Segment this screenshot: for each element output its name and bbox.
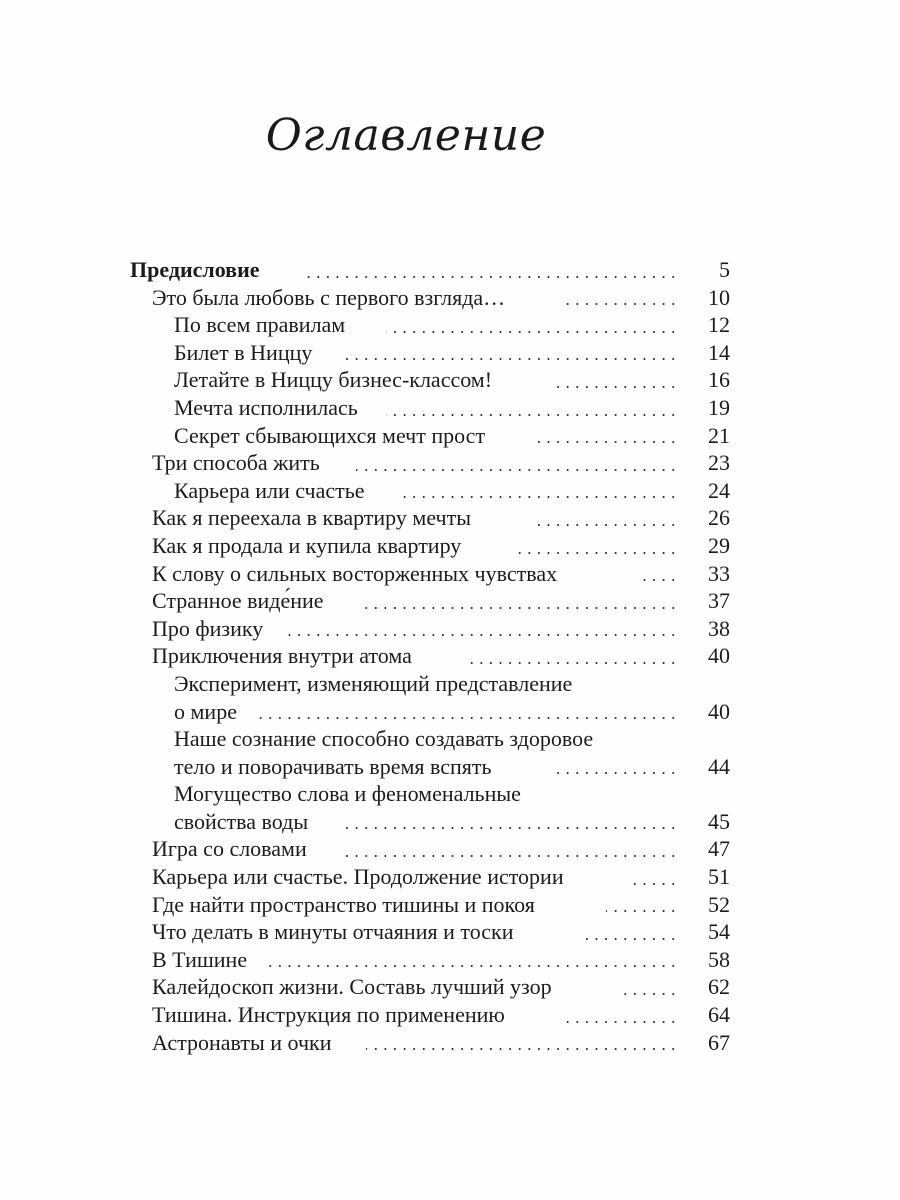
toc-entry <box>130 1029 730 1057</box>
toc-entry-page: 5 <box>719 257 730 282</box>
toc-entry <box>130 780 730 835</box>
toc-entry-page: 47 <box>708 836 730 862</box>
leader-dots <box>554 386 678 388</box>
toc-entry-title: Летайте в Ниццу бизнес-классом! <box>174 367 493 393</box>
toc-entry-title-line: тело и поворачивать время вспять <box>174 753 492 779</box>
toc-entry <box>130 1001 730 1029</box>
leader-dots <box>538 441 678 443</box>
leader-dots <box>466 662 678 664</box>
toc-entry-page: 21 <box>708 422 730 448</box>
leader-dots <box>304 276 678 278</box>
toc-entry-page: 37 <box>708 588 730 614</box>
leader-dots <box>266 965 678 967</box>
toc-entry-title: Калейдоскоп жизни. Составь лучший узор <box>152 974 552 1000</box>
leader-dots <box>258 717 678 719</box>
toc-entry <box>130 366 730 394</box>
leader-dots <box>518 552 678 554</box>
toc-entry <box>130 918 730 946</box>
leader-dots <box>586 938 678 940</box>
toc-entry-title: К слову о сильных восторженных чувствах <box>152 560 558 586</box>
leader-dots <box>562 1021 678 1023</box>
toc-entry-page: 51 <box>708 864 730 890</box>
toc-entry-title: По всем правилам <box>174 312 346 338</box>
leader-dots <box>344 358 678 360</box>
toc-entry-page: 33 <box>708 560 730 586</box>
toc-entry-title: Игра со словами <box>152 836 307 862</box>
toc-entry-page: 16 <box>708 367 730 393</box>
toc-entry-page: 54 <box>708 919 730 945</box>
leader-dots <box>344 855 678 857</box>
toc-entry <box>130 394 730 422</box>
toc-entry <box>130 615 730 643</box>
toc-entry <box>130 891 730 919</box>
toc-entry-page: 26 <box>708 505 730 531</box>
toc-entry-title-line: Эксперимент, изменяющий представление <box>174 670 573 696</box>
toc-entry-page: 12 <box>708 312 730 338</box>
toc-entry-title-line: Наше сознание способно создавать здоровое <box>174 726 594 752</box>
toc-entry-title: Карьера или счастье <box>174 477 365 503</box>
toc-entry-page: 14 <box>708 339 730 365</box>
leader-dots <box>400 496 678 498</box>
toc-entry-page: 58 <box>708 946 730 972</box>
toc-entry-page: 45 <box>708 808 730 834</box>
leader-dots <box>562 303 678 305</box>
toc-entry-title: Астронавты и очки <box>152 1029 332 1055</box>
toc-entry-title: Про физику <box>152 615 264 641</box>
toc-entry-page: 64 <box>708 1002 730 1028</box>
toc-entry-page: 67 <box>708 1029 730 1055</box>
toc-entry <box>130 560 730 588</box>
toc-entry-page: 38 <box>708 615 730 641</box>
leader-dots <box>620 993 678 995</box>
leader-dots <box>632 883 678 885</box>
toc-entry <box>130 284 730 312</box>
toc-entry-title: Мечта исполнилась <box>174 394 358 420</box>
leader-dots <box>344 827 678 829</box>
toc-entry <box>130 449 730 477</box>
toc-entry-title: Приключения внутри атома <box>152 643 412 669</box>
toc-entry-title: В Тишине <box>152 946 248 972</box>
toc-entry <box>130 642 730 670</box>
toc-entry-page: 52 <box>708 891 730 917</box>
toc-entry <box>130 973 730 1001</box>
toc-entry-title: Карьера или счастье. Продолжение истории <box>152 864 564 890</box>
toc-entry <box>130 670 730 725</box>
toc-entry-page: 40 <box>708 698 730 724</box>
toc-entry-title: Это была любовь с первого взгляда… <box>152 284 506 310</box>
toc-entry-title <box>174 725 593 780</box>
toc-entry-title: Тишина. Инструкция по применению <box>152 1002 505 1028</box>
page-title: Оглавление <box>265 110 547 161</box>
leader-dots <box>606 910 678 912</box>
toc-entry <box>130 339 730 367</box>
toc-entry <box>130 256 730 284</box>
toc-entry-title: Секрет сбывающихся мечт прост <box>174 422 486 448</box>
toc-entry-page: 44 <box>708 753 730 779</box>
leader-dots <box>356 469 678 471</box>
toc-entry-page: 10 <box>708 284 730 310</box>
toc-entry-page: 24 <box>708 477 730 503</box>
toc-entry <box>130 311 730 339</box>
leader-dots <box>358 607 678 609</box>
toc-entry-title-line: о мире <box>174 698 237 724</box>
toc-entry-title: Как я переехала в квартиру мечты <box>152 505 471 531</box>
toc-entry-title: Странное виде́ние <box>152 588 324 614</box>
toc-entry <box>130 835 730 863</box>
toc-entry-page: 29 <box>708 532 730 558</box>
leader-dots <box>386 331 678 333</box>
toc-entry <box>130 946 730 974</box>
toc-entry-title: Предисловие <box>130 257 260 282</box>
toc-entry-page: 40 <box>708 643 730 669</box>
leader-dots <box>286 634 678 636</box>
toc-entry-title: Где найти пространство тишины и покоя <box>152 891 535 917</box>
toc-entry <box>130 532 730 560</box>
toc-entry <box>130 477 730 505</box>
toc-entry <box>130 504 730 532</box>
toc-entry <box>130 863 730 891</box>
toc-entry <box>130 422 730 450</box>
toc-entry-page: 23 <box>708 450 730 476</box>
leader-dots <box>534 524 678 526</box>
leader-dots <box>366 1048 678 1050</box>
leader-dots <box>640 579 678 581</box>
toc-entry-title-line: свойства воды <box>174 808 309 834</box>
table-of-contents <box>130 256 730 1056</box>
toc-entry-title-line: Могущество слова и феноменальные <box>174 781 521 807</box>
toc-entry <box>130 725 730 780</box>
toc-entry <box>130 587 730 615</box>
toc-entry-title: Как я продала и купила квартиру <box>152 532 462 558</box>
toc-entry-page: 19 <box>708 394 730 420</box>
toc-entry-title: Что делать в минуты отчаяния и тоски <box>152 919 514 945</box>
leader-dots <box>386 414 678 416</box>
leader-dots <box>552 772 678 774</box>
toc-entry-title: Билет в Ниццу <box>174 339 313 365</box>
toc-entry-title: Три способа жить <box>152 450 320 476</box>
toc-entry-page: 62 <box>708 974 730 1000</box>
